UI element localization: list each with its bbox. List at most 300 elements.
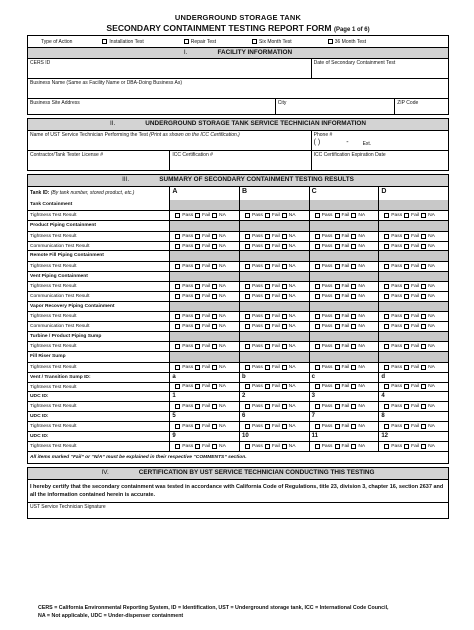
checkbox[interactable] [384, 213, 389, 218]
fail-option[interactable] [335, 212, 350, 219]
na-option[interactable] [212, 313, 226, 320]
pass-option[interactable] [175, 212, 193, 219]
checkbox[interactable] [421, 234, 426, 239]
checkbox[interactable] [195, 234, 200, 239]
fail-option[interactable] [404, 323, 419, 330]
checkbox[interactable] [335, 444, 340, 449]
checkbox[interactable] [175, 213, 180, 218]
checkbox[interactable] [404, 234, 409, 239]
na-option[interactable] [421, 293, 435, 300]
pass-option[interactable] [175, 233, 193, 240]
na-option[interactable] [212, 263, 226, 270]
checkbox[interactable] [421, 404, 426, 409]
pass-option[interactable] [384, 293, 402, 300]
checkbox[interactable] [195, 404, 200, 409]
na-option[interactable] [421, 443, 435, 450]
tank-column-a[interactable]: A [169, 187, 239, 200]
fail-option[interactable] [404, 283, 419, 290]
pass-option[interactable] [245, 293, 263, 300]
checkbox[interactable] [315, 404, 320, 409]
checkbox[interactable] [404, 213, 409, 218]
checkbox[interactable] [265, 384, 270, 389]
tank-column-d[interactable]: D [378, 187, 448, 200]
component-id-field[interactable] [309, 412, 379, 421]
component-id-field[interactable] [239, 432, 309, 441]
pass-option[interactable] [384, 364, 402, 371]
pass-option[interactable] [315, 383, 333, 390]
na-option[interactable] [421, 243, 435, 250]
checkbox[interactable] [335, 234, 340, 239]
fail-option[interactable] [265, 283, 280, 290]
checkbox[interactable] [335, 384, 340, 389]
checkbox[interactable] [282, 344, 287, 349]
pass-option[interactable] [315, 283, 333, 290]
pass-option[interactable] [384, 443, 402, 450]
checkbox[interactable] [195, 384, 200, 389]
checkbox[interactable] [315, 314, 320, 319]
fail-option[interactable] [404, 343, 419, 350]
fail-option[interactable] [195, 263, 210, 270]
fail-option[interactable] [404, 263, 419, 270]
checkbox[interactable] [335, 244, 340, 249]
fail-option[interactable] [195, 364, 210, 371]
pass-option[interactable] [315, 443, 333, 450]
checkbox[interactable] [351, 344, 356, 349]
fail-option[interactable] [265, 293, 280, 300]
fail-option[interactable] [265, 364, 280, 371]
checkbox[interactable] [315, 213, 320, 218]
tank-column-c[interactable]: C [309, 187, 379, 200]
checkbox[interactable] [212, 344, 217, 349]
checkbox[interactable] [421, 365, 426, 370]
na-option[interactable] [421, 423, 435, 430]
checkbox[interactable] [282, 244, 287, 249]
checkbox[interactable] [245, 244, 250, 249]
pass-option[interactable] [384, 323, 402, 330]
fail-option[interactable] [265, 323, 280, 330]
fail-option[interactable] [195, 423, 210, 430]
checkbox[interactable] [195, 365, 200, 370]
checkbox[interactable] [315, 234, 320, 239]
pass-option[interactable] [175, 243, 193, 250]
fail-option[interactable] [335, 243, 350, 250]
component-id-field[interactable] [309, 373, 379, 382]
checkbox[interactable] [212, 314, 217, 319]
pass-option[interactable] [315, 313, 333, 320]
na-option[interactable] [212, 293, 226, 300]
pass-option[interactable] [175, 293, 193, 300]
pass-option[interactable] [384, 283, 402, 290]
checkbox[interactable] [404, 324, 409, 329]
checkbox[interactable] [315, 324, 320, 329]
checkbox[interactable] [245, 294, 250, 299]
pass-option[interactable] [175, 423, 193, 430]
checkbox[interactable] [175, 324, 180, 329]
checkbox[interactable] [212, 294, 217, 299]
pass-option[interactable] [384, 263, 402, 270]
icc-expiration-field[interactable]: ICC Certification Expiration Date [311, 151, 448, 170]
checkbox[interactable] [175, 444, 180, 449]
pass-option[interactable] [384, 383, 402, 390]
checkbox[interactable] [328, 39, 333, 44]
pass-option[interactable] [245, 243, 263, 250]
checkbox[interactable] [351, 264, 356, 269]
checkbox[interactable] [175, 284, 180, 289]
checkbox[interactable] [175, 244, 180, 249]
checkbox[interactable] [421, 324, 426, 329]
na-option[interactable] [421, 263, 435, 270]
checkbox[interactable] [315, 264, 320, 269]
checkbox[interactable] [384, 444, 389, 449]
na-option[interactable] [351, 283, 365, 290]
checkbox[interactable] [335, 314, 340, 319]
component-id-field[interactable] [309, 432, 379, 441]
na-option[interactable] [282, 443, 296, 450]
checkbox[interactable] [282, 324, 287, 329]
checkbox[interactable] [335, 344, 340, 349]
checkbox[interactable] [351, 213, 356, 218]
na-option[interactable] [351, 233, 365, 240]
na-option[interactable] [351, 243, 365, 250]
checkbox[interactable] [351, 314, 356, 319]
pass-option[interactable] [315, 243, 333, 250]
repair-test-option[interactable] [184, 39, 216, 45]
component-id-field[interactable] [169, 432, 239, 441]
na-option[interactable] [212, 403, 226, 410]
pass-option[interactable] [245, 423, 263, 430]
checkbox[interactable] [212, 234, 217, 239]
checkbox[interactable] [245, 424, 250, 429]
na-option[interactable] [351, 383, 365, 390]
checkbox[interactable] [245, 213, 250, 218]
checkbox[interactable] [265, 444, 270, 449]
na-option[interactable] [282, 233, 296, 240]
pass-option[interactable] [245, 443, 263, 450]
pass-option[interactable] [175, 364, 193, 371]
checkbox[interactable] [421, 314, 426, 319]
checkbox[interactable] [351, 444, 356, 449]
component-id-field[interactable] [239, 412, 309, 421]
checkbox[interactable] [421, 384, 426, 389]
component-id-field[interactable] [378, 412, 448, 421]
checkbox[interactable] [351, 244, 356, 249]
checkbox[interactable] [384, 244, 389, 249]
checkbox[interactable] [335, 324, 340, 329]
checkbox[interactable] [265, 404, 270, 409]
checkbox[interactable] [265, 234, 270, 239]
pass-option[interactable] [245, 403, 263, 410]
checkbox[interactable] [315, 444, 320, 449]
fail-option[interactable] [335, 403, 350, 410]
pass-option[interactable] [245, 233, 263, 240]
checkbox[interactable] [384, 294, 389, 299]
fail-option[interactable] [195, 323, 210, 330]
pass-option[interactable] [175, 283, 193, 290]
pass-option[interactable] [175, 443, 193, 450]
checkbox[interactable] [384, 344, 389, 349]
na-option[interactable] [212, 212, 226, 219]
na-option[interactable] [282, 212, 296, 219]
pass-option[interactable] [315, 323, 333, 330]
checkbox[interactable] [245, 314, 250, 319]
na-option[interactable] [282, 313, 296, 320]
pass-option[interactable] [384, 233, 402, 240]
pass-option[interactable] [175, 383, 193, 390]
test-date-field[interactable]: Date of Secondary Containment Test [311, 59, 448, 78]
fail-option[interactable] [265, 313, 280, 320]
pass-option[interactable] [384, 313, 402, 320]
na-option[interactable] [351, 364, 365, 371]
checkbox[interactable] [195, 444, 200, 449]
pass-option[interactable] [175, 263, 193, 270]
na-option[interactable] [212, 323, 226, 330]
checkbox[interactable] [384, 404, 389, 409]
checkbox[interactable] [212, 324, 217, 329]
checkbox[interactable] [404, 444, 409, 449]
fail-option[interactable] [404, 403, 419, 410]
checkbox[interactable] [265, 365, 270, 370]
fail-option[interactable] [265, 403, 280, 410]
checkbox[interactable] [212, 264, 217, 269]
checkbox[interactable] [404, 294, 409, 299]
checkbox[interactable] [335, 404, 340, 409]
fail-option[interactable] [195, 343, 210, 350]
checkbox[interactable] [421, 284, 426, 289]
checkbox[interactable] [421, 424, 426, 429]
checkbox[interactable] [404, 424, 409, 429]
pass-option[interactable] [315, 263, 333, 270]
pass-option[interactable] [384, 403, 402, 410]
component-id-field[interactable] [378, 392, 448, 401]
pass-option[interactable] [245, 364, 263, 371]
checkbox[interactable] [335, 264, 340, 269]
checkbox[interactable] [315, 365, 320, 370]
checkbox[interactable] [335, 424, 340, 429]
fail-option[interactable] [265, 423, 280, 430]
na-option[interactable] [351, 343, 365, 350]
checkbox[interactable] [175, 404, 180, 409]
tank-column-b[interactable]: B [239, 187, 309, 200]
checkbox[interactable] [212, 244, 217, 249]
checkbox[interactable] [335, 213, 340, 218]
zip-field[interactable]: ZIP Code [394, 99, 448, 114]
checkbox[interactable] [351, 294, 356, 299]
fail-option[interactable] [265, 233, 280, 240]
icc-cert-field[interactable]: ICC Certification # [169, 151, 310, 170]
fail-option[interactable] [195, 313, 210, 320]
na-option[interactable] [351, 323, 365, 330]
na-option[interactable] [282, 243, 296, 250]
checkbox[interactable] [212, 213, 217, 218]
na-option[interactable] [282, 383, 296, 390]
checkbox[interactable] [195, 324, 200, 329]
checkbox[interactable] [315, 344, 320, 349]
checkbox[interactable] [351, 284, 356, 289]
pass-option[interactable] [315, 212, 333, 219]
pass-option[interactable] [245, 313, 263, 320]
na-option[interactable] [282, 323, 296, 330]
fail-option[interactable] [404, 233, 419, 240]
checkbox[interactable] [384, 365, 389, 370]
checkbox[interactable] [282, 314, 287, 319]
checkbox[interactable] [265, 294, 270, 299]
checkbox[interactable] [265, 284, 270, 289]
fail-option[interactable] [335, 313, 350, 320]
pass-option[interactable] [175, 403, 193, 410]
checkbox[interactable] [404, 365, 409, 370]
pass-option[interactable] [315, 423, 333, 430]
na-option[interactable] [351, 263, 365, 270]
checkbox[interactable] [351, 365, 356, 370]
pass-option[interactable] [384, 423, 402, 430]
na-option[interactable] [212, 343, 226, 350]
checkbox[interactable] [282, 444, 287, 449]
checkbox[interactable] [282, 234, 287, 239]
fail-option[interactable] [195, 283, 210, 290]
checkbox[interactable] [195, 314, 200, 319]
fail-option[interactable] [335, 283, 350, 290]
checkbox[interactable] [245, 404, 250, 409]
city-field[interactable]: City [275, 99, 394, 114]
fail-option[interactable] [404, 212, 419, 219]
na-option[interactable] [351, 293, 365, 300]
component-id-field[interactable] [239, 392, 309, 401]
pass-option[interactable] [315, 403, 333, 410]
fail-option[interactable] [195, 293, 210, 300]
fail-option[interactable] [404, 313, 419, 320]
pass-option[interactable] [245, 323, 263, 330]
license-field[interactable]: Contractor/Tank Tester License # [30, 152, 104, 158]
checkbox[interactable] [175, 294, 180, 299]
checkbox[interactable] [335, 284, 340, 289]
na-option[interactable] [282, 364, 296, 371]
fail-option[interactable] [404, 423, 419, 430]
checkbox[interactable] [212, 404, 217, 409]
fail-option[interactable] [335, 343, 350, 350]
checkbox[interactable] [245, 264, 250, 269]
na-option[interactable] [212, 243, 226, 250]
fail-option[interactable] [195, 403, 210, 410]
na-option[interactable] [351, 403, 365, 410]
checkbox[interactable] [351, 234, 356, 239]
fail-option[interactable] [265, 263, 280, 270]
component-id-field[interactable] [378, 373, 448, 382]
checkbox[interactable] [265, 264, 270, 269]
checkbox[interactable] [421, 344, 426, 349]
pass-option[interactable] [175, 323, 193, 330]
checkbox[interactable] [282, 284, 287, 289]
na-option[interactable] [421, 403, 435, 410]
na-option[interactable] [421, 383, 435, 390]
checkbox[interactable] [245, 234, 250, 239]
checkbox[interactable] [245, 365, 250, 370]
checkbox[interactable] [175, 264, 180, 269]
technician-name-field[interactable] [28, 131, 311, 150]
na-option[interactable] [212, 443, 226, 450]
pass-option[interactable] [175, 313, 193, 320]
pass-option[interactable] [245, 343, 263, 350]
pass-option[interactable] [384, 343, 402, 350]
checkbox[interactable] [212, 365, 217, 370]
six-month-test-option[interactable] [252, 39, 292, 45]
checkbox[interactable] [421, 294, 426, 299]
fail-option[interactable] [404, 383, 419, 390]
checkbox[interactable] [404, 344, 409, 349]
checkbox[interactable] [404, 244, 409, 249]
pass-option[interactable] [315, 233, 333, 240]
component-id-field[interactable] [309, 392, 379, 401]
36-month-test-option[interactable] [328, 39, 366, 45]
checkbox[interactable] [384, 384, 389, 389]
checkbox[interactable] [282, 213, 287, 218]
fail-option[interactable] [335, 423, 350, 430]
technician-signature-field[interactable]: UST Service Technician Signature [30, 503, 106, 510]
fail-option[interactable] [335, 293, 350, 300]
checkbox[interactable] [212, 444, 217, 449]
checkbox[interactable] [265, 344, 270, 349]
fail-option[interactable] [404, 243, 419, 250]
fail-option[interactable] [195, 383, 210, 390]
component-id-field[interactable] [169, 373, 239, 382]
checkbox[interactable] [351, 424, 356, 429]
na-option[interactable] [282, 263, 296, 270]
fail-option[interactable] [265, 383, 280, 390]
na-option[interactable] [421, 323, 435, 330]
checkbox[interactable] [195, 294, 200, 299]
checkbox[interactable] [384, 314, 389, 319]
checkbox[interactable] [421, 244, 426, 249]
pass-option[interactable] [315, 343, 333, 350]
checkbox[interactable] [252, 39, 257, 44]
checkbox[interactable] [404, 384, 409, 389]
checkbox[interactable] [315, 384, 320, 389]
na-option[interactable] [421, 313, 435, 320]
fail-option[interactable] [195, 212, 210, 219]
checkbox[interactable] [265, 213, 270, 218]
na-option[interactable] [351, 443, 365, 450]
checkbox[interactable] [212, 384, 217, 389]
na-option[interactable] [421, 283, 435, 290]
na-option[interactable] [212, 383, 226, 390]
na-option[interactable] [421, 343, 435, 350]
fail-option[interactable] [404, 364, 419, 371]
checkbox[interactable] [335, 365, 340, 370]
fail-option[interactable] [335, 364, 350, 371]
checkbox[interactable] [404, 264, 409, 269]
checkbox[interactable] [351, 324, 356, 329]
checkbox[interactable] [245, 384, 250, 389]
fail-option[interactable] [335, 443, 350, 450]
na-option[interactable] [282, 403, 296, 410]
fail-option[interactable] [335, 233, 350, 240]
checkbox[interactable] [421, 444, 426, 449]
checkbox[interactable] [282, 424, 287, 429]
checkbox[interactable] [315, 424, 320, 429]
na-option[interactable] [282, 293, 296, 300]
checkbox[interactable] [315, 244, 320, 249]
checkbox[interactable] [195, 424, 200, 429]
checkbox[interactable] [245, 284, 250, 289]
checkbox[interactable] [102, 39, 107, 44]
fail-option[interactable] [265, 212, 280, 219]
address-field[interactable]: Business Site Address [30, 100, 80, 106]
checkbox[interactable] [315, 284, 320, 289]
checkbox[interactable] [265, 244, 270, 249]
checkbox[interactable] [175, 234, 180, 239]
na-option[interactable] [282, 423, 296, 430]
checkbox[interactable] [195, 344, 200, 349]
checkbox[interactable] [421, 213, 426, 218]
